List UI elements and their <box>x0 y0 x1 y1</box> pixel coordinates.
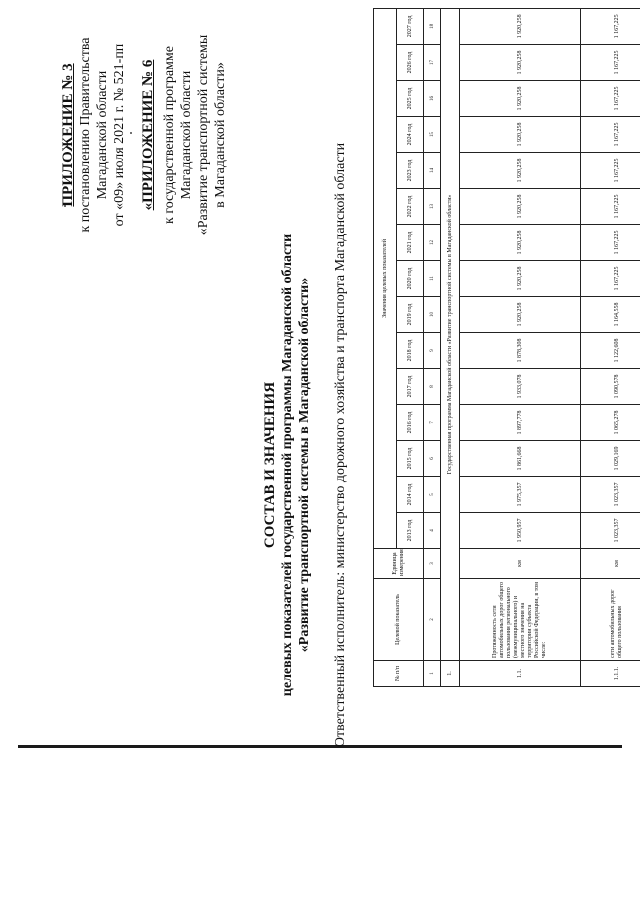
year-header: 2018 год <box>397 333 424 369</box>
appendix-block <box>60 25 229 245</box>
row-value: 1 090,578 <box>581 369 640 405</box>
column-number: 10 <box>424 297 441 333</box>
row-value: 1 065,278 <box>581 405 640 441</box>
column-number: 5 <box>424 477 441 513</box>
row-value: 1 950,957 <box>460 513 581 549</box>
section-title: Государственная программа Магаданской области «Развитие транспортной системы в Магаданской области» <box>441 8 460 660</box>
row-value: 1 167,225 <box>581 189 640 225</box>
row-value: 1 920,258 <box>460 225 581 261</box>
row-unit: км <box>460 549 581 579</box>
row-value: 1 920,258 <box>460 117 581 153</box>
year-header: 2014 год <box>397 477 424 513</box>
year-header: 2026 год <box>397 45 424 81</box>
row-value: 1 861,668 <box>460 441 581 477</box>
section-row <box>441 8 460 686</box>
column-number: 1 <box>424 661 441 687</box>
year-header: 2027 год <box>397 8 424 44</box>
row-value: 1 167,225 <box>581 45 640 81</box>
year-header: 2024 год <box>397 117 424 153</box>
row-num: 1.1.1. <box>581 661 640 687</box>
year-header: 2017 год <box>397 369 424 405</box>
appendix-line: «Развитие транспортной системы <box>196 34 211 236</box>
column-number: 3 <box>424 549 441 579</box>
column-number: 15 <box>424 117 441 153</box>
indicators-table <box>373 8 640 687</box>
header-unit: Единица измерения <box>374 549 424 579</box>
year-header: 2013 год <box>397 513 424 549</box>
appendix-title-2: «ПРИЛОЖЕНИЕ № 6 <box>140 59 156 211</box>
table-row <box>581 8 640 686</box>
row-value: 1 167,225 <box>581 8 640 44</box>
year-header: 2023 год <box>397 153 424 189</box>
header-values: Значения целевых показателей <box>374 8 397 548</box>
appendix-line: Магаданской области <box>179 70 194 200</box>
heading-title: СОСТАВ И ЗНАЧЕНИЯ <box>262 381 278 549</box>
row-value: 1 920,258 <box>460 45 581 81</box>
data-rows <box>460 8 640 686</box>
year-header: 2020 год <box>397 261 424 297</box>
appendix-line: от «09» июля 2021 г. № 521-пп <box>112 43 127 227</box>
row-num: 1.1. <box>460 661 581 687</box>
column-number: 9 <box>424 333 441 369</box>
row-unit: км <box>581 549 640 579</box>
appendix-line: Магаданской области <box>95 70 110 200</box>
document-heading <box>262 145 313 785</box>
row-value: 1 920,258 <box>460 261 581 297</box>
heading-subtitle: целевых показателей государственной программы Магаданской области <box>280 233 295 697</box>
column-number: 17 <box>424 45 441 81</box>
year-header: 2016 год <box>397 405 424 441</box>
row-value: 1 897,778 <box>460 405 581 441</box>
column-number: 16 <box>424 81 441 117</box>
year-header: 2022 год <box>397 189 424 225</box>
column-number: 11 <box>424 261 441 297</box>
column-number: 7 <box>424 405 441 441</box>
row-value: 1 023,357 <box>581 477 640 513</box>
row-indicator-name: сети автомобильных дорог общего пользования <box>581 579 640 661</box>
year-header: 2015 год <box>397 441 424 477</box>
row-value: 1 920,258 <box>460 8 581 44</box>
row-value: 1 167,225 <box>581 81 640 117</box>
row-value: 1 167,225 <box>581 225 640 261</box>
row-value: 1 023,357 <box>581 513 640 549</box>
row-value: 1 167,225 <box>581 153 640 189</box>
heading-subtitle: «Развитие транспортной системы в Магаданской области» <box>297 277 312 653</box>
column-number: 2 <box>424 579 441 661</box>
year-header: 2021 год <box>397 225 424 261</box>
row-value: 1 920,258 <box>460 297 581 333</box>
year-header: 2025 год <box>397 81 424 117</box>
responsible-executor: Ответственный исполнитель: министерство дорожного хозяйства и транспорта Магаданской области <box>333 142 348 748</box>
column-number: 8 <box>424 369 441 405</box>
year-header: 2019 год <box>397 297 424 333</box>
column-number: 12 <box>424 225 441 261</box>
row-value: 1 975,357 <box>460 477 581 513</box>
row-value: 1 167,225 <box>581 261 640 297</box>
row-value: 1 878,308 <box>460 333 581 369</box>
row-value: 1 122,608 <box>581 333 640 369</box>
row-value: 1 029,169 <box>581 441 640 477</box>
header-indicator: Целевой показатель <box>374 579 424 661</box>
row-value: 1 933,078 <box>460 369 581 405</box>
appendix-title: ПРИЛОЖЕНИЕ № 3 <box>60 63 76 207</box>
section-num: 1. <box>441 661 460 687</box>
row-value: 1 920,258 <box>460 153 581 189</box>
row-value: 1 920,258 <box>460 81 581 117</box>
column-number: 4 <box>424 513 441 549</box>
appendix-line: к постановлению Правительства <box>78 37 93 233</box>
header-num: № п/п <box>374 661 424 687</box>
row-value: 1 164,558 <box>581 297 640 333</box>
column-number: 6 <box>424 441 441 477</box>
column-number: 18 <box>424 8 441 44</box>
table-row <box>460 8 581 686</box>
row-value: 1 167,225 <box>581 117 640 153</box>
row-indicator-name: Протяженность сети автомобильных дорог общего пользования регионального (межмуниципального) и местного значения на территории субъекта Российской Федерации, в том числе: <box>460 579 581 661</box>
row-value: 1 920,258 <box>460 189 581 225</box>
column-number: 14 <box>424 153 441 189</box>
column-numbers-row <box>424 8 441 686</box>
column-number: 13 <box>424 189 441 225</box>
appendix-line: к государственной программе <box>162 46 177 224</box>
appendix-line: в Магаданской области» <box>213 62 228 208</box>
